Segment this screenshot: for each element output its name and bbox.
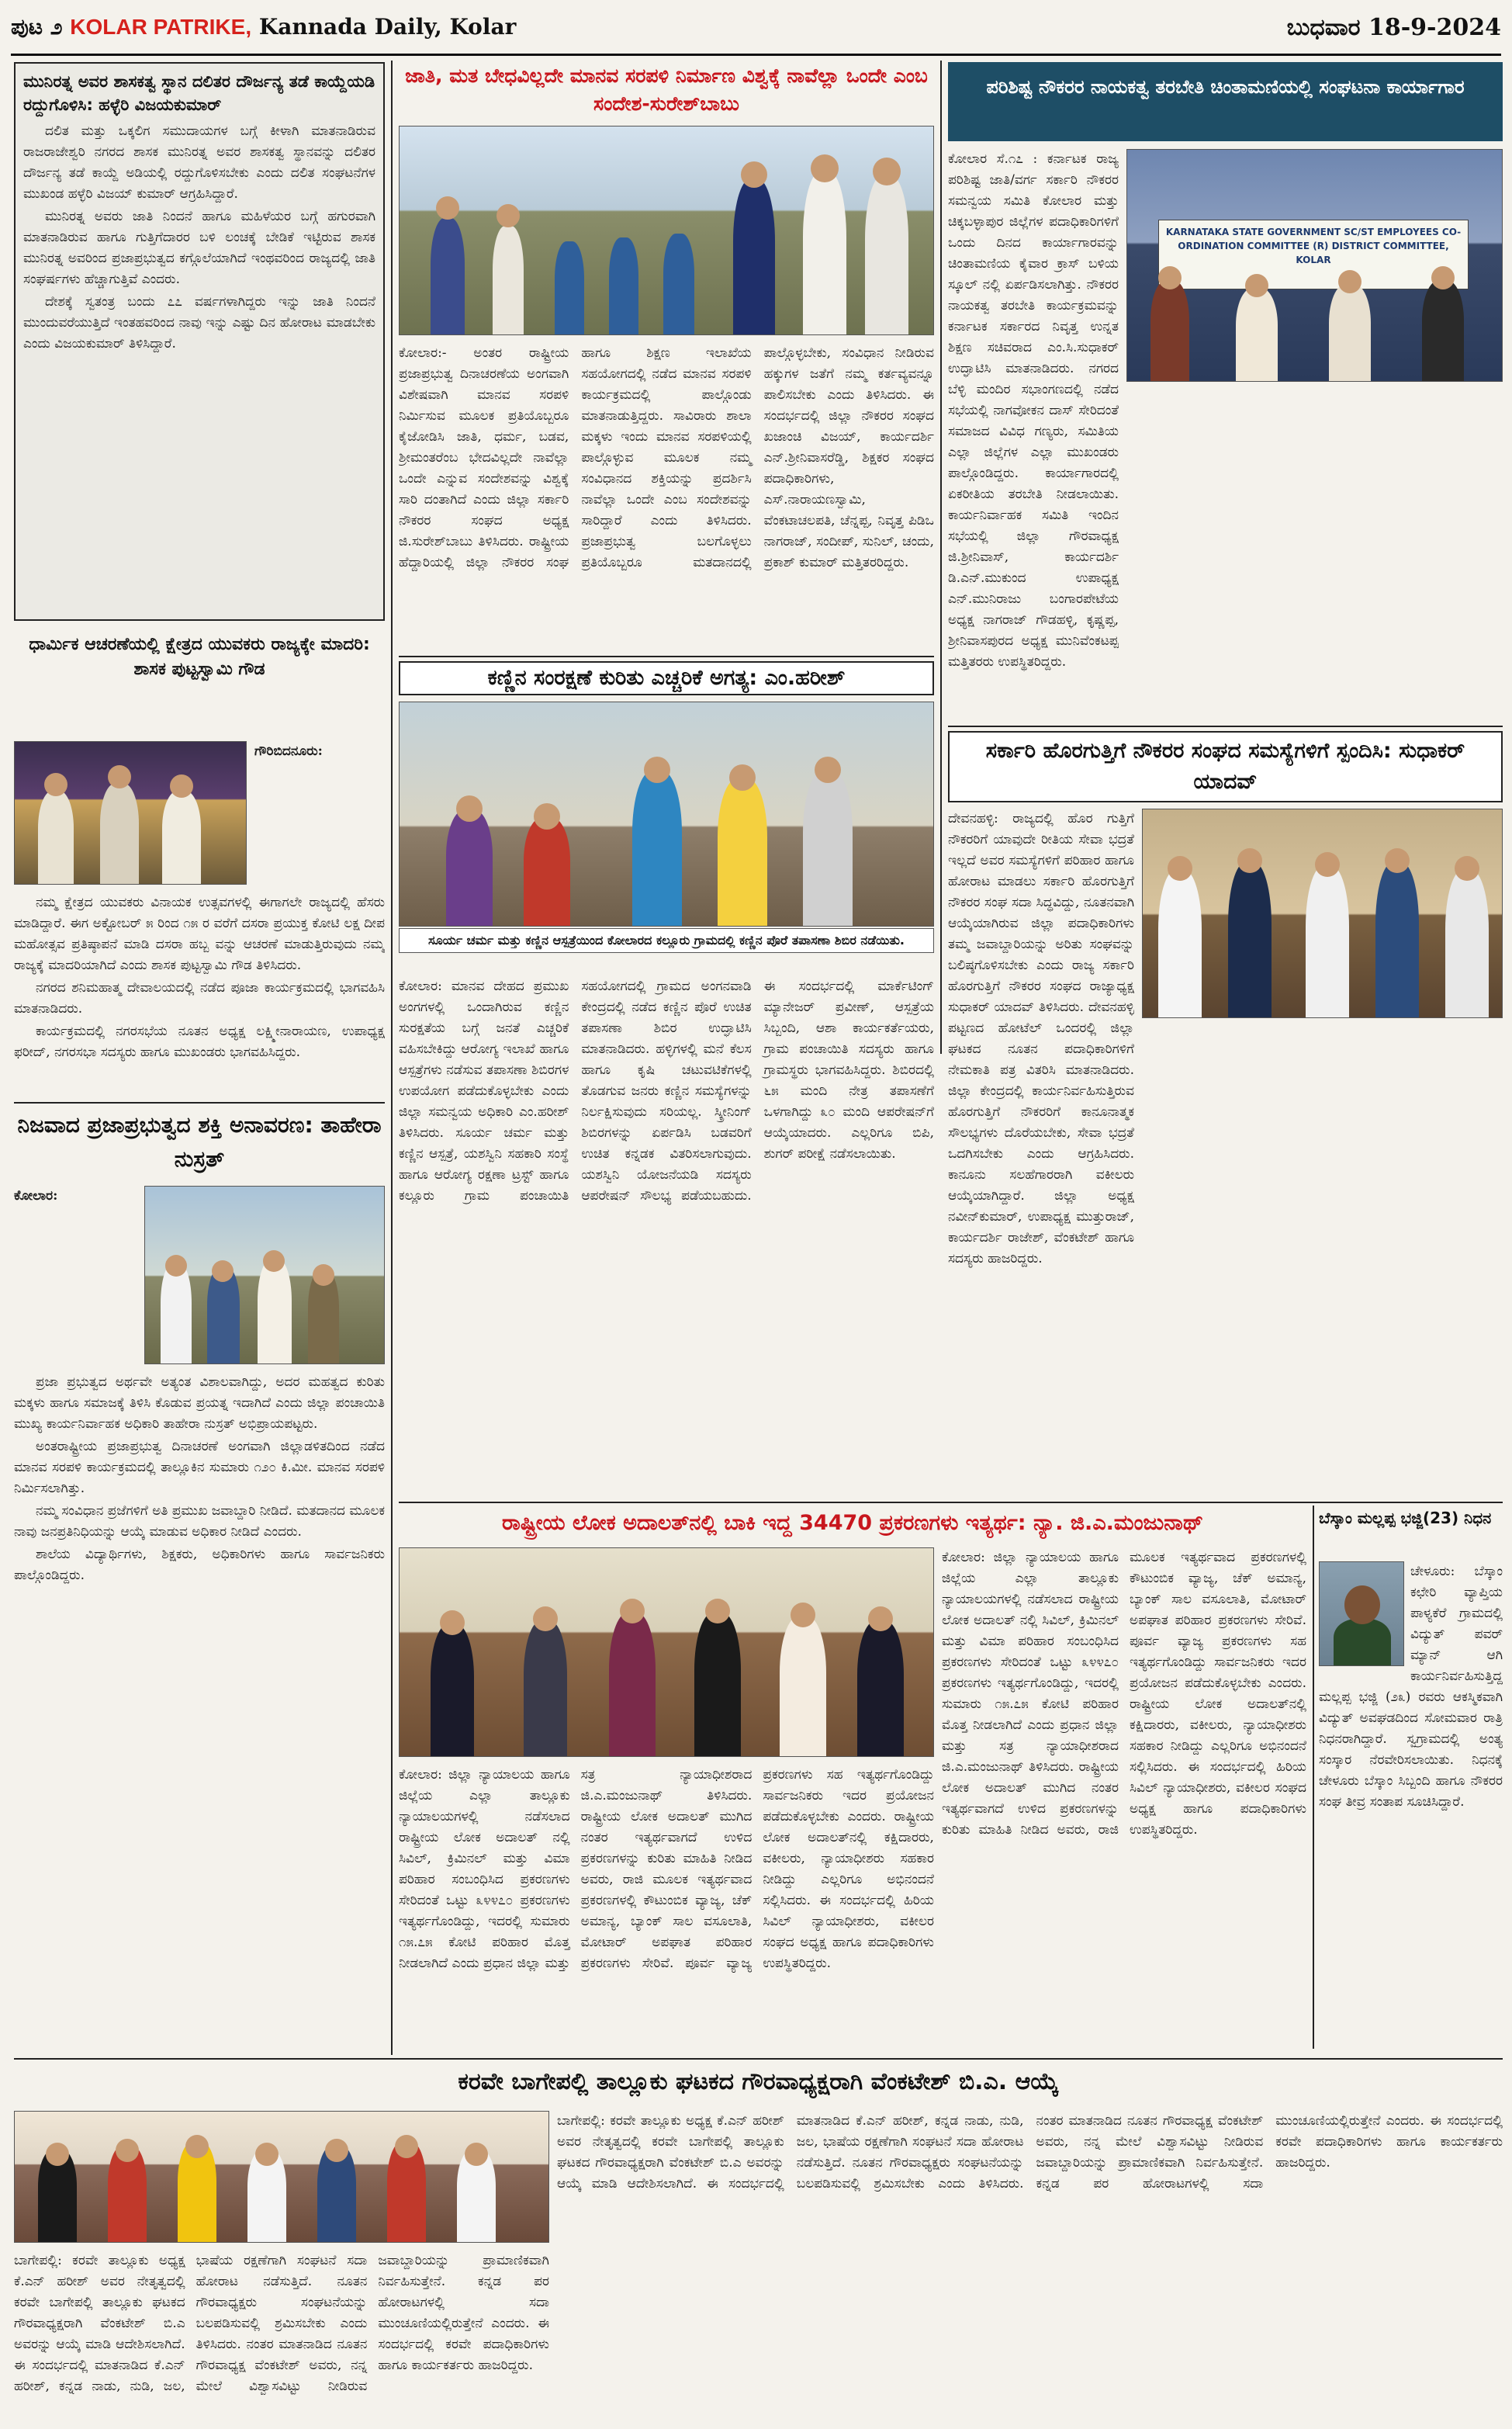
workshop-banner: KARNATAKA STATE GOVERNMENT SC/ST EMPLOYEES CO-ORDINATION COMMITTEE (R) DISTRICT COMMITTEE, KOLAR [1158,220,1469,289]
article-body-side [557,2111,1503,2421]
headline: ನಿಜವಾದ ಪ್ರಜಾಪ್ರಭುತ್ವದ ಶಕ್ತಿ ಅನಾವರಣ: ತಾಹೇರಾ ನುಸ್ರತ್ [17,1112,382,1172]
article-body [948,809,1134,1499]
column-rule [1313,1506,1314,2049]
masthead-left [11,14,516,40]
headline: ಕಣ್ಣಿನ ಸಂರಕ್ಷಣೆ ಕುರಿತು ಎಚ್ಚರಿಕೆ ಅಗತ್ಯ: ಎಂ.ಹರೀಶ್ [399,661,934,695]
article-munirathna [14,62,385,621]
page-number: ಪುಟ ೨ [11,14,63,40]
article-body [14,2251,549,2421]
headline: ಜಾತಿ, ಮತ ಬೇಧವಿಲ್ಲದೇ ಮಾನವ ಸರಪಳಿ ನಿರ್ಮಾಣ ವಿಶ್ವಕ್ಕೆ ನಾವೆಲ್ಲಾ ಒಂದೇ ಎಂಬ ಸಂದೇಶ-ಸುರೇಶ್‌ಬಾಬು [405,64,928,115]
article-outsourced-employees [948,731,1503,1499]
article-body [948,149,1119,729]
photo-eye-camp [399,702,934,927]
article-obituary [1319,1507,1503,2050]
headline: ಸರ್ಕಾರಿ ಹೊರಗುತ್ತಿಗೆ ನೌಕರರ ಸಂಘದ ಸಮಸ್ಯೆಗಳಿಗೆ ಸ್ಪಂದಿಸಿ: ಸುಧಾಕರ್ ಯಾದವ್ [948,731,1503,802]
article-karave [14,2064,1503,2421]
article-text: ಚೇಳೂರು: ಬೆಸ್ಕಾಂ ಕಛೇರಿ ವ್ಯಾಪ್ತಿಯ ಪಾಳ್ಯಕೆರೆ ಗ್ರಾಮದಲ್ಲಿ ವಿದ್ಯುತ್ ಪವರ್ ಮ್ಯಾನ್ ಆಗಿ ಕಾರ್ಯನಿರ್ವಹಿಸುತ್ತಿದ್ದ ಮಲ್ಲಪ್ಪ ಭಜ್ಜಿ (೨೩) ರವರು ಆಕಸ್ಮಿಕವಾಗಿ ವಿದ್ಯುತ್ ಅವಘಡದಿಂದ ಸೋಮವಾರ ರಾತ್ರಿ ನಿಧನರಾಗಿದ್ದಾರೆ. ಸ್ವಗ್ರಾಮದಲ್ಲಿ ಅಂತ್ಯ ಸಂಸ್ಕಾರ ನೆರವೇರಿಸಲಾಯಿತು. ನಿಧನಕ್ಕೆ ಚೇಳೂರು ಬೆಸ್ಕಾಂ ಸಿಬ್ಬಂದಿ ಹಾಗೂ ನೌಕರರ ಸಂಘ ತೀವ್ರ ಸಂತಾಪ ಸೂಚಿಸಿದ್ದಾರೆ. [1319,1564,1503,1810]
article-body-side [942,1547,1306,2050]
paragraph: ನಮ್ಮ ಸಂವಿಧಾನ ಪ್ರಜೆಗಳಿಗೆ ಅತಿ ಪ್ರಮುಖ ಜವಾಬ್ದಾರಿ ನೀಡಿದೆ. ಮತದಾನದ ಮೂಲಕ ನಾವು ಜನಪ್ರತಿನಿಧಿಯನ್ನು ಆಯ್ಕೆ ಮಾಡುವ ಅಧಿಕಾರ ನೀಡಿದೆ ಎಂದರು. [14,1503,385,1540]
paragraph: ಶಾಲೆಯ ವಿದ್ಯಾರ್ಥಿಗಳು, ಶಿಕ್ಷಕರು, ಅಧಿಕಾರಿಗಳು ಹಾಗೂ ಸಾರ್ವಜನಿಕರು ಪಾಲ್ಗೊಂಡಿದ್ದರು. [14,1547,385,1583]
headline: ಪರಿಶಿಷ್ಟ ನೌಕರರ ನಾಯಕತ್ವ ತರಬೇತಿ ಚಿಂತಾಮಣಿಯಲ್ಲಿ ಸಂಘಟನಾ ಕಾರ್ಯಾಗಾರ [948,62,1503,141]
section-divider [399,656,934,657]
headline: ಮುನಿರತ್ನ ಅವರ ಶಾಸಕತ್ವ ಸ್ಥಾನ ದಲಿತರ ದೌರ್ಜನ್ಯ ತಡೆ ಕಾಯ್ದೆಯಡಿ ರದ್ದುಗೊಳಿಸಿ: ಹಳ್ಳೆರಿ ವಿಜಯಕುಮಾರ್ [23,72,375,114]
article-tahera-nusrat [14,1108,385,2055]
photo-workshop [1126,149,1503,382]
paragraph: ದೇಶಕ್ಕೆ ಸ್ವತಂತ್ರ ಬಂದು ೭೭ ವರ್ಷಗಳಾಗಿದ್ದರು ಇನ್ನು ಜಾತಿ ನಿಂದನೆ ಮುಂದುವರೆಯುತ್ತಿದೆ ಇಂತಹವರಿಂದ ನಾವು ಇನ್ನು ಎಷ್ಟು ದಿನ ಹೋರಾಟ ಮಾಡಬೇಕು ಎಂದು ವಿಜಯಕುಮಾರ್ ತಿಳಿಸಿದ್ದಾರೆ. [23,294,375,352]
photo-karave-members [14,2111,549,2243]
issue-date: ಬುಧವಾರ 18-9-2024 [1286,14,1501,41]
masthead [11,8,1501,56]
paragraph: ಮುನಿರತ್ನ ಅವರು ಜಾತಿ ನಿಂದನೆ ಹಾಗೂ ಮಹಿಳೆಯರ ಬಗ್ಗೆ ಹಗುರವಾಗಿ ಮಾತನಾಡಿರುವ ಹಾಗೂ ಗುತ್ತಿಗೆದಾರರ ಬಳಿ ಲಂಚಕ್ಕೆ ಬೇಡಿಕೆ ಇಟ್ಟಿರುವ ಶಾಸಕ ಮುನಿರತ್ನ ಅವರಿಂದ ಪ್ರಜಾಪ್ರಭುತ್ವದ ಕಗ್ಗೊಲೆಯಾಗಿದೆ ಇಂಥವರಿಂದ ರಾಜ್ಯದಲ್ಲಿ ಜಾತಿ ಸಂಘರ್ಷಗಳು ಹೆಚ್ಚಾಗುತ್ತಿವೆ ಎಂದರು. [23,209,375,287]
article-text: ಬಾಗೇಪಲ್ಲಿ: ಕರವೇ ತಾಲ್ಲೂಕು ಅಧ್ಯಕ್ಷ ಕೆ.ಎನ್ ಹರೀಶ್ ಅವರ ನೇತೃತ್ವದಲ್ಲಿ ಕರವೇ ಬಾಗೇಪಲ್ಲಿ ತಾಲ್ಲೂಕು ಘಟಕದ ಗೌರವಾಧ್ಯಕ್ಷರಾಗಿ ವೆಂಕಟೇಶ್ ಬಿ.ಎ ಅವರನ್ನು ಆಯ್ಕೆ ಮಾಡಿ ಆದೇಶಿಸಲಾಗಿದೆ. ಈ ಸಂದರ್ಭದಲ್ಲಿ ಮಾತನಾಡಿದ ಕೆ.ಎನ್ ಹರೀಶ್, ಕನ್ನಡ ನಾಡು, ನುಡಿ, ಜಲ, ಭಾಷೆಯ ರಕ್ಷಣೆಗಾಗಿ ಸಂಘಟನೆ ಸದಾ ಹೋರಾಟ ನಡೆಸುತ್ತಿದೆ. ನೂತನ ಗೌರವಾಧ್ಯಕ್ಷರು ಸಂಘಟನೆಯನ್ನು ಬಲಪಡಿಸುವಲ್ಲಿ ಶ್ರಮಿಸಬೇಕು ಎಂದು ತಿಳಿಸಿದರು. ನಂತರ ಮಾತನಾಡಿದ ನೂತನ ಗೌರವಾಧ್ಯಕ್ಷ ವೆಂಕಟೇಶ್ ಅವರು, ನನ್ನ ಮೇಲೆ ವಿಶ್ವಾಸವಿಟ್ಟು ನೀಡಿರುವ ಜವಾಬ್ದಾರಿಯನ್ನು ಪ್ರಾಮಾಣಿಕವಾಗಿ ನಿರ್ವಹಿಸುತ್ತೇನೆ. ಕನ್ನಡ ಪರ ಹೋರಾಟಗಳಲ್ಲಿ ಸದಾ ಮುಂಚೂಣಿಯಲ್ಲಿರುತ್ತೇನೆ ಎಂದರು. ಈ ಸಂದರ್ಭದಲ್ಲಿ ಕರವೇ ಪದಾಧಿಕಾರಿಗಳು ಹಾಗೂ ಕಾರ್ಯಕರ್ತರು ಹಾಜರಿದ್ದರು. [557,2113,1503,2192]
photo-caption: ಸೂರ್ಯ ಚರ್ಮ ಮತ್ತು ಕಣ್ಣಿನ ಆಸ್ಪತ್ರೆಯಿಂದ ಕೋಲಾರದ ಕಲ್ಲೂರು ಗ್ರಾಮದಲ್ಲಿ ಕಣ್ಣಿನ ಪೊರೆ ತಪಾಸಣಾ ಶಿಬಿರ ನಡೆಯಿತು. [399,928,934,953]
article-puttaswamy [14,632,385,1098]
newspaper-tagline: Kannada Daily, Kolar [258,14,517,40]
article-text: ಕೋಲಾರ ಸೆ.೧೭ : ಕರ್ನಾಟಕ ರಾಜ್ಯ ಪರಿಶಿಷ್ಟ ಜಾತಿ/ವರ್ಗ ಸರ್ಕಾರಿ ನೌಕರರ ಸಮನ್ವಯ ಸಮಿತಿ ಕೋಲಾರ ಮತ್ತು ಚಿಕ್ಕಬಳ್ಳಾಪುರ ಜಿಲ್ಲೆಗಳ ಪದಾಧಿಕಾರಿಗಳಿಗೆ ಒಂದು ದಿನದ ಕಾರ್ಯಾಗಾರವನ್ನು ಚಿಂತಾಮಣಿಯ ಕೈವಾರ ಕ್ರಾಸ್ ಬಳಿಯ ಸ್ಕೂಲ್ ನಲ್ಲಿ ಏರ್ಪಡಿಸಲಾಗಿತ್ತು. ನೌಕರರ ನಾಯಕತ್ವ ತರಬೇತಿ ಕಾರ್ಯಕ್ರಮವನ್ನು ಕರ್ನಾಟಕ ಸರ್ಕಾರದ ನಿವೃತ್ತ ಉನ್ನತ ಶಿಕ್ಷಣ ಸಚಿವರಾದ ಎಂ.ಸಿ.ಸುಧಾಕರ್ ಉದ್ಘಾಟಿಸಿ ಮಾತನಾಡಿದರು. ನಗರದ ಬೆಳ್ಳಿ ಮಂದಿರ ಸಭಾಂಗಣದಲ್ಲಿ ನಡೆದ ಸಭೆಯಲ್ಲಿ ನಾಗವೋಕನ ದಾಸ್ ಸೇರಿದಂತೆ ಸಮಾಜದ ವಿವಿಧ ಗಣ್ಯರು, ಸಮಿತಿಯ ಎಲ್ಲಾ ಜಿಲ್ಲೆಗಳ ಎಲ್ಲಾ ಮುಖಂಡರು ಪಾಲ್ಗೊಂಡಿದ್ದರು. ಕಾರ್ಯಾಗಾರದಲ್ಲಿ ಏಕರೀತಿಯ ತರಬೇತಿ ನೀಡಲಾಯಿತು. ಕಾರ್ಯನಿರ್ವಾಹಕ ಸಮಿತಿ ಇಂದಿನ ಸಭೆಯಲ್ಲಿ ಜಿಲ್ಲಾ ಗೌರವಾಧ್ಯಕ್ಷ ಜಿ.ಶ್ರೀನಿವಾಸ್, ಕಾರ್ಯದರ್ಶಿ ಡಿ.ಎನ್.ಮುಕುಂದ ಉಪಾಧ್ಯಕ್ಷ ಎನ್.ಮುನಿರಾಜು ಬಂಗಾರಪೇಟೆಯ ಅಧ್ಯಕ್ಷ ನಾಗರಾಜ್ ಗೌಡಹಳ್ಳಿ, ಕೃಷ್ಣಪ್ಪ, ಶ್ರೀನಿವಾಸಪುರದ ಅಧ್ಯಕ್ಷ ಮುನಿವೆಂಕಟಪ್ಪ ಮತ್ತಿತರರು ಉಪಸ್ಥಿತರಿದ್ದರು. [948,151,1119,670]
article-body [1319,1561,1503,2050]
paragraph: ಪ್ರಜಾ ಪ್ರಭುತ್ವದ ಅರ್ಥವೇ ಅತ್ಯಂತ ವಿಶಾಲವಾಗಿದ್ದು, ಅದರ ಮಹತ್ವದ ಕುರಿತು ಮಕ್ಕಳು ಹಾಗೂ ಸಮಾಜಕ್ಕೆ ತಿಳಿಸಿ ಕೊಡುವ ಪ್ರಯತ್ನ ಇದಾಗಿದೆ ಎಂದು ಜಿಲ್ಲಾ ಪಂಚಾಯಿತಿ ಮುಖ್ಯ ಕಾರ್ಯನಿರ್ವಾಹಕ ಅಧಿಕಾರಿ ತಾಹೇರಾ ನುಸ್ರತ್ ಅಭಿಪ್ರಾಯಪಟ್ಟರು. [14,1374,385,1432]
article-lok-adalat [399,1507,1306,2050]
paragraph: ಕಾರ್ಯಕ್ರಮದಲ್ಲಿ ನಗರಸಭೆಯ ನೂತನ ಅಧ್ಯಕ್ಷ ಲಕ್ಷ್ಮೀನಾರಾಯಣ, ಉಪಾಧ್ಯಕ್ಷ ಫರೀದ್, ನಗರಸಭಾ ಸದಸ್ಯರು ಹಾಗೂ ಮುಖಂಡರು ಭಾಗವಹಿಸಿದ್ದರು. [14,1024,385,1060]
article-workshop [948,62,1503,729]
section-divider [399,1502,1503,1503]
headline: ಧಾರ್ಮಿಕ ಆಚರಣೆಯಲ್ಲಿ ಕ್ಷೇತ್ರದ ಯುವಕರು ರಾಜ್ಯಕ್ಕೇ ಮಾದರಿ: ಶಾಸಕ ಪುಟ್ಟಸ್ವಾಮಿ ಗೌಡ [29,635,370,679]
newspaper-brand: KOLAR PATRIKE, [70,15,252,39]
paragraph: ನಗರದ ಶನಿಮಹಾತ್ಮ ದೇವಾಲಯದಲ್ಲಿ ನಡೆದ ಪೂಜಾ ಕಾರ್ಯಕ್ರಮದಲ್ಲಿ ಭಾಗವಹಿಸಿ ಮಾತನಾಡಿದರು. [14,980,385,1017]
article-text: ಕೋಲಾರ: ಮಾನವ ದೇಹದ ಪ್ರಮುಖ ಅಂಗಗಳಲ್ಲಿ ಒಂದಾಗಿರುವ ಕಣ್ಣಿನ ಸುರಕ್ಷತೆಯ ಬಗ್ಗೆ ಜನತೆ ಎಚ್ಚರಿಕೆ ವಹಿಸಬೇಕಿದ್ದು ಆರೋಗ್ಯ ಇಲಾಖೆ ಹಾಗೂ ಆಸ್ಪತ್ರೆಗಳು ನಡೆಸುವ ತಪಾಸಣಾ ಶಿಬಿರಗಳ ಉಪಯೋಗ ಪಡೆದುಕೊಳ್ಳಬೇಕು ಎಂದು ಜಿಲ್ಲಾ ಸಮನ್ವಯ ಅಧಿಕಾರಿ ಎಂ.ಹರೀಶ್ ತಿಳಿಸಿದರು. ಸೂರ್ಯ ಚರ್ಮ ಮತ್ತು ಕಣ್ಣಿನ ಆಸ್ಪತ್ರೆ, ಯಶಸ್ವಿನಿ ಸಹಕಾರಿ ಸಂಸ್ಥೆ ಹಾಗೂ ಆರೋಗ್ಯ ರಕ್ಷಣಾ ಟ್ರಸ್ಟ್ ಹಾಗೂ ಕಲ್ಲೂರು ಗ್ರಾಮ ಪಂಚಾಯಿತಿ ಸಹಯೋಗದಲ್ಲಿ ಗ್ರಾಮದ ಅಂಗನವಾಡಿ ಕೇಂದ್ರದಲ್ಲಿ ನಡೆದ ಕಣ್ಣಿನ ಪೊರೆ ಉಚಿತ ತಪಾಸಣಾ ಶಿಬಿರ ಉದ್ಘಾಟಿಸಿ ಮಾತನಾಡಿದರು. ಹಳ್ಳಿಗಳಲ್ಲಿ ಮನೆ ಕೆಲಸ ಹಾಗೂ ಕೃಷಿ ಚಟುವಟಿಕೆಗಳಲ್ಲಿ ತೊಡಗುವ ಜನರು ಕಣ್ಣಿನ ಸಮಸ್ಯೆಗಳನ್ನು ನಿರ್ಲಕ್ಷಿಸುವುದು ಸರಿಯಲ್ಲ. ಸ್ಕ್ರೀನಿಂಗ್ ಶಿಬಿರಗಳನ್ನು ಏರ್ಪಡಿಸಿ ಬಡವರಿಗೆ ಉಚಿತ ಕನ್ನಡಕ ವಿತರಿಸಲಾಗುವುದು. ಯಶಸ್ವಿನಿ ಯೋಜನೆಯಡಿ ಸದಸ್ಯರು ಆಪರೇಷನ್ ಸೌಲಭ್ಯ ಪಡೆಯಬಹುದು. ಈ ಸಂದರ್ಭದಲ್ಲಿ ಮಾರ್ಕೆಟಿಂಗ್ ಮ್ಯಾನೇಜರ್ ಪ್ರವೀಣ್, ಆಸ್ಪತ್ರೆಯ ಸಿಬ್ಬಂದಿ, ಆಶಾ ಕಾರ್ಯಕರ್ತೆಯರು, ಗ್ರಾಮ ಪಂಚಾಯಿತಿ ಸದಸ್ಯರು ಹಾಗೂ ಗ್ರಾಮಸ್ಥರು ಭಾಗವಹಿಸಿದ್ದರು. ಶಿಬಿರದಲ್ಲಿ ೬೫ ಮಂದಿ ನೇತ್ರ ತಪಾಸಣೆಗೆ ಒಳಗಾಗಿದ್ದು ೩೦ ಮಂದಿ ಆಪರೇಷನ್‌ಗೆ ಆಯ್ಕೆಯಾದರು. ಎಲ್ಲರಿಗೂ ಬಿಪಿ, ಶುಗರ್ ಪರೀಕ್ಷೆ ನಡೆಸಲಾಯಿತು. [399,979,934,1204]
column-rule [940,61,942,1054]
section-divider [14,1102,385,1104]
article-body [14,892,385,1090]
article-human-chain [399,62,934,652]
article-text: ಕೋಲಾರ: ಜಿಲ್ಲಾ ನ್ಯಾಯಾಲಯ ಹಾಗೂ ಜಿಲ್ಲೆಯ ಎಲ್ಲಾ ತಾಲ್ಲೂಕು ನ್ಯಾಯಾಲಯಗಳಲ್ಲಿ ನಡೆಸಲಾದ ರಾಷ್ಟ್ರೀಯ ಲೋಕ ಅದಾಲತ್ ನಲ್ಲಿ ಸಿವಿಲ್, ಕ್ರಿಮಿನಲ್ ಮತ್ತು ವಿಮಾ ಪರಿಹಾರ ಸಂಬಂಧಿಸಿದ ಪ್ರಕರಣಗಳು ಸೇರಿದಂತೆ ಒಟ್ಟು ೩೪೪೭೦ ಪ್ರಕರಣಗಳು ಇತ್ಯರ್ಥಗೊಂಡಿದ್ದು, ಇದರಲ್ಲಿ ಸುಮಾರು ೧೫.೭೫ ಕೋಟಿ ಪರಿಹಾರ ಮೊತ್ತ ನೀಡಲಾಗಿದೆ ಎಂದು ಪ್ರಧಾನ ಜಿಲ್ಲಾ ಮತ್ತು ಸತ್ರ ನ್ಯಾಯಾಧೀಶರಾದ ಜಿ.ಎ.ಮಂಜುನಾಥ್ ತಿಳಿಸಿದರು. ರಾಷ್ಟ್ರೀಯ ಲೋಕ ಅದಾಲತ್ ಮುಗಿದ ನಂತರ ಇತ್ಯರ್ಥವಾಗದೆ ಉಳಿದ ಪ್ರಕರಣಗಳನ್ನು ಕುರಿತು ಮಾಹಿತಿ ನೀಡಿದ ಅವರು, ರಾಜಿ ಮೂಲಕ ಇತ್ಯರ್ಥವಾದ ಪ್ರಕರಣಗಳಲ್ಲಿ ಕೌಟುಂಬಿಕ ವ್ಯಾಜ್ಯ, ಚೆಕ್ ಅಮಾನ್ಯ, ಬ್ಯಾಂಕ್ ಸಾಲ ವಸೂಲಾತಿ, ಮೋಟಾರ್ ಅಪಘಾತ ಪರಿಹಾರ ಪ್ರಕರಣಗಳು ಸೇರಿವೆ. ಪೂರ್ವ ವ್ಯಾಜ್ಯ ಪ್ರಕರಣಗಳು ಸಹ ಇತ್ಯರ್ಥಗೊಂಡಿದ್ದು ಸಾರ್ವಜನಿಕರು ಇದರ ಪ್ರಯೋಜನ ಪಡೆದುಕೊಳ್ಳಬೇಕು ಎಂದರು. ರಾಷ್ಟ್ರೀಯ ಲೋಕ ಅದಾಲತ್‌ನಲ್ಲಿ ಕಕ್ಷಿದಾರರು, ವಕೀಲರು, ನ್ಯಾಯಾಧೀಶರು ಸಹಕಾರ ನೀಡಿದ್ದು ಎಲ್ಲರಿಗೂ ಅಭಿನಂದನೆ ಸಲ್ಲಿಸಿದರು. ಈ ಸಂದರ್ಭದಲ್ಲಿ ಹಿರಿಯ ಸಿವಿಲ್ ನ್ಯಾಯಾಧೀಶರು, ವಕೀಲರ ಸಂಘದ ಅಧ್ಯಕ್ಷ ಹಾಗೂ ಪದಾಧಿಕಾರಿಗಳು ಉಪಸ್ಥಿತರಿದ್ದರು. [399,1767,934,1971]
article-body [23,121,375,594]
article-body [399,1765,934,2050]
photo-human-chain [144,1186,385,1364]
article-text: ಕೋಲಾರ: ಜಿಲ್ಲಾ ನ್ಯಾಯಾಲಯ ಹಾಗೂ ಜಿಲ್ಲೆಯ ಎಲ್ಲಾ ತಾಲ್ಲೂಕು ನ್ಯಾಯಾಲಯಗಳಲ್ಲಿ ನಡೆಸಲಾದ ರಾಷ್ಟ್ರೀಯ ಲೋಕ ಅದಾಲತ್ ನಲ್ಲಿ ಸಿವಿಲ್, ಕ್ರಿಮಿನಲ್ ಮತ್ತು ವಿಮಾ ಪರಿಹಾರ ಸಂಬಂಧಿಸಿದ ಪ್ರಕರಣಗಳು ಸೇರಿದಂತೆ ಒಟ್ಟು ೩೪೪೭೦ ಪ್ರಕರಣಗಳು ಇತ್ಯರ್ಥಗೊಂಡಿದ್ದು, ಇದರಲ್ಲಿ ಸುಮಾರು ೧೫.೭೫ ಕೋಟಿ ಪರಿಹಾರ ಮೊತ್ತ ನೀಡಲಾಗಿದೆ ಎಂದು ಪ್ರಧಾನ ಜಿಲ್ಲಾ ಮತ್ತು ಸತ್ರ ನ್ಯಾಯಾಧೀಶರಾದ ಜಿ.ಎ.ಮಂಜುನಾಥ್ ತಿಳಿಸಿದರು. ರಾಷ್ಟ್ರೀಯ ಲೋಕ ಅದಾಲತ್ ಮುಗಿದ ನಂತರ ಇತ್ಯರ್ಥವಾಗದೆ ಉಳಿದ ಪ್ರಕರಣಗಳನ್ನು ಕುರಿತು ಮಾಹಿತಿ ನೀಡಿದ ಅವರು, ರಾಜಿ ಮೂಲಕ ಇತ್ಯರ್ಥವಾದ ಪ್ರಕರಣಗಳಲ್ಲಿ ಕೌಟುಂಬಿಕ ವ್ಯಾಜ್ಯ, ಚೆಕ್ ಅಮಾನ್ಯ, ಬ್ಯಾಂಕ್ ಸಾಲ ವಸೂಲಾತಿ, ಮೋಟಾರ್ ಅಪಘಾತ ಪರಿಹಾರ ಪ್ರಕರಣಗಳು ಸೇರಿವೆ. ಪೂರ್ವ ವ್ಯಾಜ್ಯ ಪ್ರಕರಣಗಳು ಸಹ ಇತ್ಯರ್ಥಗೊಂಡಿದ್ದು ಸಾರ್ವಜನಿಕರು ಇದರ ಪ್ರಯೋಜನ ಪಡೆದುಕೊಳ್ಳಬೇಕು ಎಂದರು. ರಾಷ್ಟ್ರೀಯ ಲೋಕ ಅದಾಲತ್‌ನಲ್ಲಿ ಕಕ್ಷಿದಾರರು, ವಕೀಲರು, ನ್ಯಾಯಾಧೀಶರು ಸಹಕಾರ ನೀಡಿದ್ದು ಎಲ್ಲರಿಗೂ ಅಭಿನಂದನೆ ಸಲ್ಲಿಸಿದರು. ಈ ಸಂದರ್ಭದಲ್ಲಿ ಹಿರಿಯ ಸಿವಿಲ್ ನ್ಯಾಯಾಧೀಶರು, ವಕೀಲರ ಸಂಘದ ಅಧ್ಯಕ್ಷ ಹಾಗೂ ಪದಾಧಿಕಾರಿಗಳು ಉಪಸ್ಥಿತರಿದ್ದರು. [942,1550,1306,1838]
dateline: ಗೌರಿಬಿದನೂರು: [254,743,323,759]
article-text: ಕೋಲಾರ:- ಅಂತರ ರಾಷ್ಟ್ರೀಯ ಪ್ರಜಾಪ್ರಭುತ್ವ ದಿನಾಚರಣೆಯ ಅಂಗವಾಗಿ ವಿಶೇಷವಾಗಿ ಮಾನವ ಸರಪಳಿ ನಿರ್ಮಿಸುವ ಮೂಲಕ ಪ್ರತಿಯೊಬ್ಬರೂ ಕೈಜೋಡಿಸಿ ಜಾತಿ, ಧರ್ಮ, ಬಡವ, ಶ್ರೀಮಂತರೆಂಬ ಭೇದವಿಲ್ಲದೇ ನಾವೆಲ್ಲಾ ಒಂದೇ ಎನ್ನುವ ಸಂದೇಶವನ್ನು ವಿಶ್ವಕ್ಕೆ ಸಾರಿ ದಂತಾಗಿದೆ ಎಂದು ಜಿಲ್ಲಾ ಸರ್ಕಾರಿ ನೌಕರರ ಸಂಘದ ಅಧ್ಯಕ್ಷ ಜಿ.ಸುರೇಶ್‌ಬಾಬು ತಿಳಿಸಿದರು. ರಾಷ್ಟ್ರೀಯ ಹೆದ್ದಾರಿಯಲ್ಲಿ ಜಿಲ್ಲಾ ನೌಕರರ ಸಂಘ ಹಾಗೂ ಶಿಕ್ಷಣ ಇಲಾಖೆಯ ಸಹಯೋಗದಲ್ಲಿ ನಡೆದ ಮಾನವ ಸರಪಳಿ ಕಾರ್ಯಕ್ರಮದಲ್ಲಿ ಪಾಲ್ಗೊಂಡು ಮಾತನಾಡುತ್ತಿದ್ದರು. ಸಾವಿರಾರು ಶಾಲಾ ಮಕ್ಕಳು ಇಂದು ಮಾನವ ಸರಪಳಿಯಲ್ಲಿ ಪಾಲ್ಗೊಳ್ಳುವ ಮೂಲಕ ನಮ್ಮ ಸಂವಿಧಾನದ ಶಕ್ತಿಯನ್ನು ಪ್ರದರ್ಶಿಸಿ ನಾವೆಲ್ಲಾ ಒಂದೇ ಎಂಬ ಸಂದೇಶವನ್ನು ಸಾರಿದ್ದಾರೆ ಎಂದು ತಿಳಿಸಿದರು. ಪ್ರಜಾಪ್ರಭುತ್ವ ಬಲಗೊಳ್ಳಲು ಪ್ರತಿಯೊಬ್ಬರೂ ಮತದಾನದಲ್ಲಿ ಪಾಲ್ಗೊಳ್ಳಬೇಕು, ಸಂವಿಧಾನ ನೀಡಿರುವ ಹಕ್ಕುಗಳ ಜತೆಗೆ ನಮ್ಮ ಕರ್ತವ್ಯವನ್ನೂ ಪಾಲಿಸಬೇಕು ಎಂದು ತಿಳಿಸಿದರು. ಈ ಸಂದರ್ಭದಲ್ಲಿ ಜಿಲ್ಲಾ ನೌಕರರ ಸಂಘದ ಖಜಾಂಚಿ ವಿಜಯ್, ಕಾರ್ಯದರ್ಶಿ ಎನ್.ಶ್ರೀನಿವಾಸರೆಡ್ಡಿ, ಶಿಕ್ಷಕರ ಸಂಘದ ಪದಾಧಿಕಾರಿಗಳು, ಎಸ್‌.ನಾರಾಯಣಸ್ವಾಮಿ, ವೆಂಕಟಾಚಲಪತಿ, ಚೆನ್ನಪ್ಪ, ನಿವೃತ್ತ ಪಿಡಿಒ ನಾಗರಾಜ್, ಸಂದೀಪ್, ಸುನಿಲ್, ಚಂದು, ಪ್ರಕಾಶ್ ಕುಮಾರ್ ಮತ್ತಿತರರಿದ್ದರು. [399,345,934,570]
article-body [399,343,934,652]
paragraph: ಅಂತರಾಷ್ಟ್ರೀಯ ಪ್ರಜಾಪ್ರಭುತ್ವ ದಿನಾಚರಣೆ ಅಂಗವಾಗಿ ಜಿಲ್ಲಾಡಳಿತದಿಂದ ನಡೆದ ಮಾನವ ಸರಪಳಿ ಕಾರ್ಯಕ್ರಮದಲ್ಲಿ ತಾಲ್ಲೂಕಿನ ಸುಮಾರು ೧೨೦ ಕಿ.ಮೀ. ಮಾನವ ಸರಪಳಿ ನಿರ್ಮಿಸಲಾಗಿತ್ತು. [14,1439,385,1496]
photo-puja-event [14,741,247,885]
article-eye-camp [399,661,934,1499]
article-text: ದೇವನಹಳ್ಳಿ: ರಾಜ್ಯದಲ್ಲಿ ಹೊರ ಗುತ್ತಿಗೆ ನೌಕರರಿಗೆ ಯಾವುದೇ ರೀತಿಯ ಸೇವಾ ಭದ್ರತೆ ಇಲ್ಲದೆ ಅವರ ಸಮಸ್ಯೆಗಳಿಗೆ ಪರಿಹಾರ ಹಾಗೂ ಹೋರಾಟ ಮಾಡಲು ಸರ್ಕಾರಿ ಹೊರಗುತ್ತಿಗೆ ನೌಕರರ ಸಂಘ ಸದಾ ಸಿದ್ಧವಿದ್ದು, ನೂತನವಾಗಿ ಆಯ್ಕೆಯಾಗಿರುವ ಜಿಲ್ಲಾ ಪದಾಧಿಕಾರಿಗಳು ತಮ್ಮ ಜವಾಬ್ದಾರಿಯನ್ನು ಅರಿತು ಸಂಘವನ್ನು ಬಲಿಷ್ಠಗೊಳಿಸಬೇಕು ಎಂದು ರಾಜ್ಯ ಸರ್ಕಾರಿ ಹೊರಗುತ್ತಿಗೆ ನೌಕರರ ಸಂಘದ ರಾಜ್ಯಾಧ್ಯಕ್ಷ ಸುಧಾಕರ್ ಯಾದವ್ ತಿಳಿಸಿದರು. ದೇವನಹಳ್ಳಿ ಪಟ್ಟಣದ ಹೋಟೆಲ್ ಒಂದರಲ್ಲಿ ಜಿಲ್ಲಾ ಘಟಕದ ನೂತನ ಪದಾಧಿಕಾರಿಗಳಿಗೆ ನೇಮಕಾತಿ ಪತ್ರ ವಿತರಿಸಿ ಮಾತನಾಡಿದರು. ಜಿಲ್ಲಾ ಕೇಂದ್ರದಲ್ಲಿ ಕಾರ್ಯನಿರ್ವಹಿಸುತ್ತಿರುವ ಹೊರಗುತ್ತಿಗೆ ನೌಕರರಿಗೆ ಕಾನೂನಾತ್ಮಕ ಸೌಲಭ್ಯಗಳು ದೊರೆಯಬೇಕು, ಸೇವಾ ಭದ್ರತೆ ಒದಗಿಸಬೇಕು ಎಂದು ಆಗ್ರಹಿಸಿದರು. ಕಾನೂನು ಸಲಹೆಗಾರರಾಗಿ ವಕೀಲರು ಆಯ್ಕೆಯಾಗಿದ್ದಾರೆ. ಜಿಲ್ಲಾ ಅಧ್ಯಕ್ಷ ನವೀನ್‌ಕುಮಾರ್, ಉಪಾಧ್ಯಕ್ಷ ಮುತ್ತುರಾಜ್, ಕಾರ್ಯದರ್ಶಿ ರಾಜೇಶ್, ವೆಂಕಟೇಶ್ ಹಾಗೂ ಸದಸ್ಯರು ಹಾಜರಿದ್ದರು. [948,811,1134,1266]
article-body [399,976,934,1499]
article-body-side [254,741,385,889]
section-divider [14,2058,1503,2060]
photo-human-chain-highway [399,126,934,335]
column-rule [391,61,393,2055]
headline: ಕರವೇ ಬಾಗೇಪಲ್ಲಿ ತಾಲ್ಲೂಕು ಘಟಕದ ಗೌರವಾಧ್ಯಕ್ಷರಾಗಿ ವೆಂಕಟೇಶ್ ಬಿ.ಎ. ಆಯ್ಕೆ [458,2068,1059,2095]
dateline: ಕೋಲಾರ: [14,1188,58,1204]
paragraph: ನಮ್ಮ ಕ್ಷೇತ್ರದ ಯುವಕರು ವಿನಾಯಕ ಉತ್ಸವಗಳಲ್ಲಿ ಈಗಾಗಲೇ ರಾಜ್ಯದಲ್ಲಿ ಹೆಸರು ಮಾಡಿದ್ದಾರೆ. ಈಗ ಅಕ್ಟೋಬರ್ ೫ ರಿಂದ ೧೫ ರ ವರೆಗೆ ದಸರಾ ಪ್ರಯುಕ್ತ ಕೋಟಿ ಲಕ್ಷ ದೀಪ ಮಹೋತ್ಸವ ಪ್ರತಿಷ್ಠಾಪನೆ ಮಾಡಿ ದಸರಾ ಹಬ್ಬ ವನ್ನು ಆಚರಣೆ ಮಾಡುತ್ತಿರುವುದು ನಮ್ಮ ರಾಜ್ಯಕ್ಕೆ ಮಾದರಿಯಾಗಿದೆ ಎಂದು ಶಾಸಕ ಪುಟ್ಟಸ್ವಾಮಿ ಗೌಡ ತಿಳಿಸಿದರು. [14,895,385,973]
photo-lamp-lighting [399,1547,934,1757]
article-body [14,1372,385,2055]
paragraph: ದಲಿತ ಮತ್ತು ಒಕ್ಕಲಿಗ ಸಮುದಾಯಗಳ ಬಗ್ಗೆ ಕೀಳಾಗಿ ಮಾತನಾಡಿರುವ ರಾಜರಾಜೇಶ್ವರಿ ನಗರದ ಶಾಸಕ ಮುನಿರತ್ನ ಅವರ ಶಾಸಕತ್ವ ಸ್ಥಾನವನ್ನು ದಲಿತರ ದೌರ್ಜನ್ಯ ತಡೆ ಕಾಯ್ದೆ ಅಡಿಯಲ್ಲಿ ರದ್ದುಗೊಳಿಸಬೇಕು ಎಂದು ದಲಿತ ಸಂಘಟನೆಗಳ ಮುಖಂಡ ಹಳ್ಳೆರಿ ವಿಜಯ್ ಕುಮಾರ್ ಆಗ್ರಹಿಸಿದ್ದಾರೆ. [23,123,375,202]
photo-appointment-letters [1142,809,1503,1018]
section-divider [948,726,1503,727]
headline: ರಾಷ್ಟ್ರೀಯ ಲೋಕ ಅದಾಲತ್‌ನಲ್ಲಿ ಬಾಕಿ ಇದ್ದ 34470 ಪ್ರಕರಣಗಳು ಇತ್ಯರ್ಥ: ನ್ಯಾ. ಜಿ.ಎ.ಮಂಜುನಾಥ್ [501,1511,1204,1535]
article-text: ಬಾಗೇಪಲ್ಲಿ: ಕರವೇ ತಾಲ್ಲೂಕು ಅಧ್ಯಕ್ಷ ಕೆ.ಎನ್ ಹರೀಶ್ ಅವರ ನೇತೃತ್ವದಲ್ಲಿ ಕರವೇ ಬಾಗೇಪಲ್ಲಿ ತಾಲ್ಲೂಕು ಘಟಕದ ಗೌರವಾಧ್ಯಕ್ಷರಾಗಿ ವೆಂಕಟೇಶ್ ಬಿ.ಎ ಅವರನ್ನು ಆಯ್ಕೆ ಮಾಡಿ ಆದೇಶಿಸಲಾಗಿದೆ. ಈ ಸಂದರ್ಭದಲ್ಲಿ ಮಾತನಾಡಿದ ಕೆ.ಎನ್ ಹರೀಶ್, ಕನ್ನಡ ನಾಡು, ನುಡಿ, ಜಲ, ಭಾಷೆಯ ರಕ್ಷಣೆಗಾಗಿ ಸಂಘಟನೆ ಸದಾ ಹೋರಾಟ ನಡೆಸುತ್ತಿದೆ. ನೂತನ ಗೌರವಾಧ್ಯಕ್ಷರು ಸಂಘಟನೆಯನ್ನು ಬಲಪಡಿಸುವಲ್ಲಿ ಶ್ರಮಿಸಬೇಕು ಎಂದು ತಿಳಿಸಿದರು. ನಂತರ ಮಾತನಾಡಿದ ನೂತನ ಗೌರವಾಧ್ಯಕ್ಷ ವೆಂಕಟೇಶ್ ಅವರು, ನನ್ನ ಮೇಲೆ ವಿಶ್ವಾಸವಿಟ್ಟು ನೀಡಿರುವ ಜವಾಬ್ದಾರಿಯನ್ನು ಪ್ರಾಮಾಣಿಕವಾಗಿ ನಿರ್ವಹಿಸುತ್ತೇನೆ. ಕನ್ನಡ ಪರ ಹೋರಾಟಗಳಲ್ಲಿ ಸದಾ ಮುಂಚೂಣಿಯಲ್ಲಿರುತ್ತೇನೆ ಎಂದರು. ಈ ಸಂದರ್ಭದಲ್ಲಿ ಕರವೇ ಪದಾಧಿಕಾರಿಗಳು ಹಾಗೂ ಕಾರ್ಯಕರ್ತರು ಹಾಜರಿದ್ದರು. [14,2253,549,2394]
headline: ಬೆಸ್ಕಾಂ ಮಲ್ಲಪ್ಪ ಭಜ್ಜಿ(23) ನಿಧನ [1319,1509,1492,1527]
